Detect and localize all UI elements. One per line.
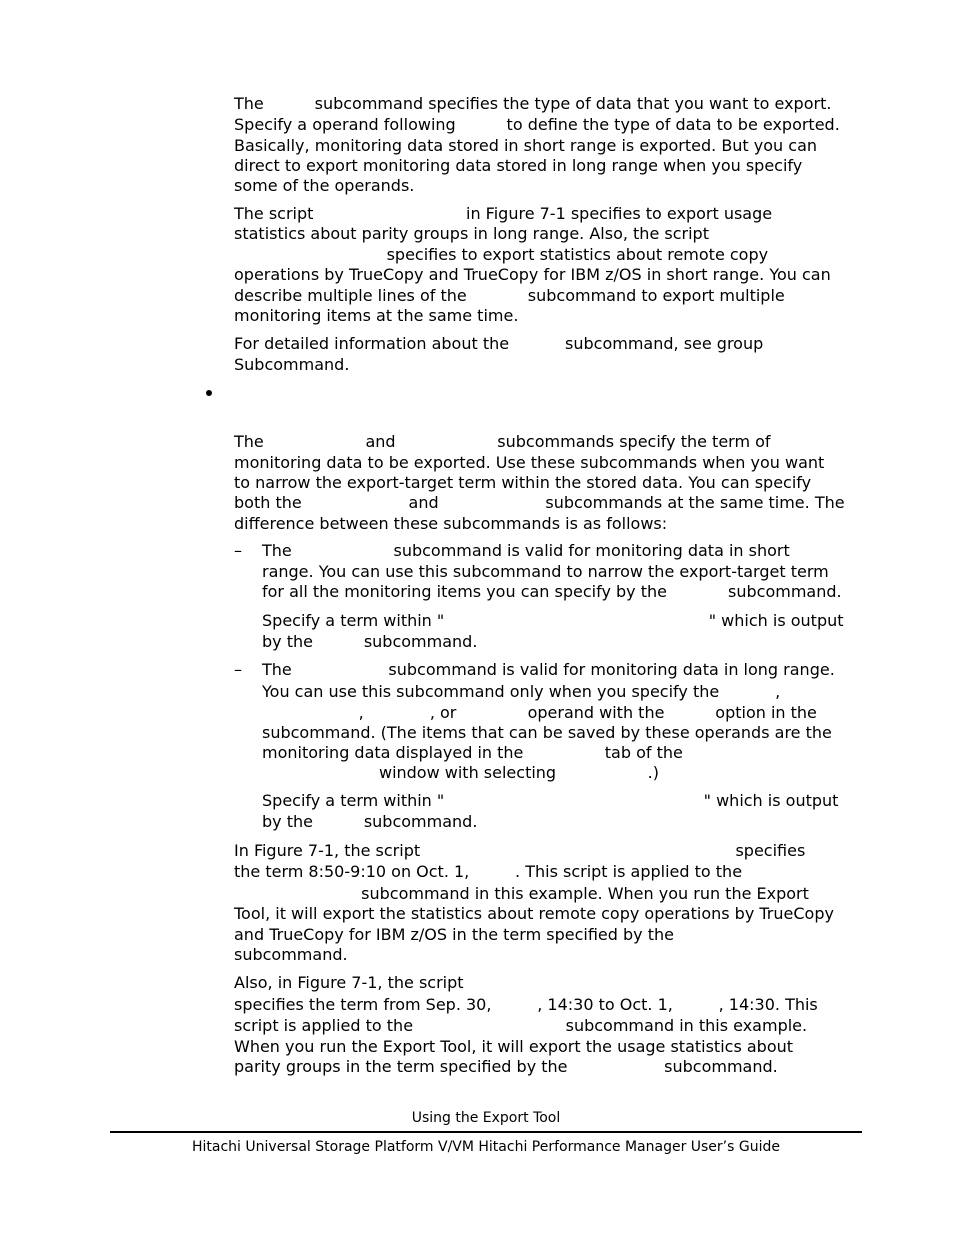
text-line: both the and subcommands at the same time. The	[234, 493, 845, 512]
text-line: describe multiple lines of the subcommand to export multiple	[234, 286, 785, 305]
text-line: monitoring data displayed in the tab of the	[262, 743, 683, 762]
text-line: Tool, it will export the statistics about remote copy operations by TrueCopy	[234, 904, 834, 923]
text-line: subcommand in this example. When you run the Export	[234, 884, 809, 903]
text-line: parity groups in the term specified by the subcommand.	[234, 1057, 778, 1076]
text-line: The and subcommands specify the term of	[234, 432, 771, 451]
text-line: direct to export monitoring data stored in long range when you specify	[234, 156, 803, 175]
dash-bullet: –	[234, 541, 242, 560]
text-line: Specify a term within " " which is output	[262, 611, 844, 630]
text-line: Basically, monitoring data stored in short range is exported. But you can	[234, 136, 818, 155]
text-line: When you run the Export Tool, it will export the usage statistics about	[234, 1037, 794, 1056]
text-line: Also, in Figure 7-1, the script	[234, 973, 464, 992]
footer-section-title: Using the Export Tool	[411, 1110, 561, 1126]
text-line: monitoring data to be exported. Use these subcommands when you want	[234, 453, 825, 472]
text-line: and TrueCopy for IBM z/OS in the term specified by the	[234, 925, 674, 944]
text-line: subcommand.	[234, 945, 348, 964]
text-line: Specify a term within " " which is output	[262, 791, 839, 810]
text-line: For detailed information about the subcommand, see group	[234, 334, 764, 353]
text-line: Subcommand.	[234, 355, 350, 374]
text-line: to narrow the export-target term within the stored data. You can specify	[234, 473, 812, 492]
text-line: range. You can use this subcommand to narrow the export-target term	[262, 562, 829, 581]
text-line: , , or operand with the option in the	[262, 703, 817, 722]
text-line: subcommand. (The items that can be saved by these operands are the	[262, 723, 832, 742]
text-line: monitoring items at the same time.	[234, 306, 519, 325]
text-line: difference between these subcommands is as follows:	[234, 514, 668, 533]
bullet-icon	[206, 390, 212, 396]
text-line: You can use this subcommand only when you specify the ,	[262, 682, 781, 701]
text-line: In Figure 7-1, the script specifies	[234, 841, 806, 860]
text-line: Specify a operand following to define the type of data to be exported.	[234, 115, 840, 134]
text-line: specifies to export statistics about remote copy	[234, 245, 769, 264]
text-line: The subcommand specifies the type of data that you want to export.	[234, 94, 832, 113]
text-line: The subcommand is valid for monitoring data in short	[262, 541, 790, 560]
footer-book-title: Hitachi Universal Storage Platform V/VM Hitachi Performance Manager User’s Guide	[192, 1139, 780, 1155]
text-line: statistics about parity groups in long range. Also, the script	[234, 224, 709, 243]
text-line: for all the monitoring items you can specify by the subcommand.	[262, 582, 842, 601]
footer-divider	[110, 1131, 862, 1133]
text-line: by the subcommand.	[262, 812, 478, 831]
text-line: window with selecting .)	[262, 763, 659, 782]
text-line: some of the operands.	[234, 176, 415, 195]
text-line: operations by TrueCopy and TrueCopy for IBM z/OS in short range. You can	[234, 265, 831, 284]
text-line: The script in Figure 7-1 specifies to export usage	[234, 204, 773, 223]
text-line: by the subcommand.	[262, 632, 478, 651]
text-line: the term 8:50-9:10 on Oct. 1, . This script is applied to the	[234, 862, 743, 881]
text-line: The subcommand is valid for monitoring data in long range.	[262, 660, 835, 679]
dash-bullet: –	[234, 660, 242, 679]
text-line: script is applied to the subcommand in this example.	[234, 1016, 808, 1035]
text-line: specifies the term from Sep. 30, , 14:30 to Oct. 1, , 14:30. This	[234, 995, 818, 1014]
